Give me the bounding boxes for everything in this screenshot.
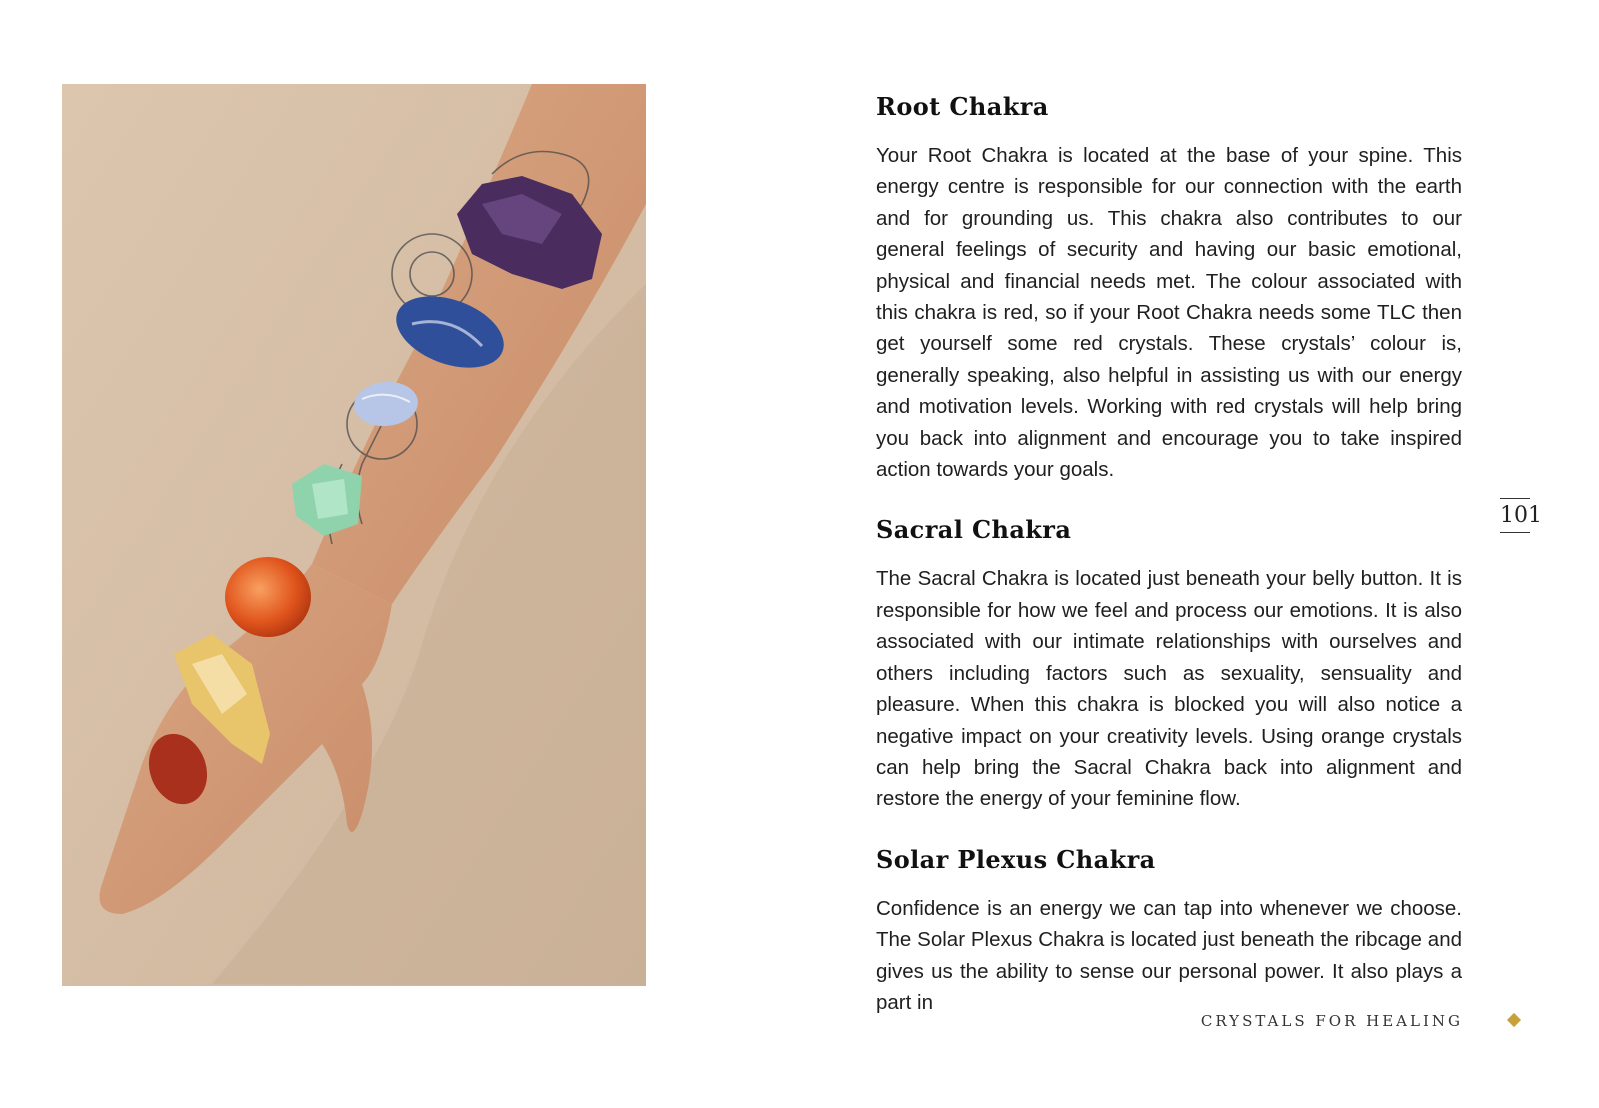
section-heading: Solar Plexus Chakra — [876, 844, 1156, 874]
section-heading: Sacral Chakra — [876, 515, 1072, 545]
section-body: Your Root Chakra is located at the base of your spine. This energy centre is responsible for our connection with the earth and for grounding us. This chakra also contributes to our general feelings of security and having our basic emotional, physical and financial needs met. The colour associated with this chakra is red, so if your Root Chakra needs some TLC then get yourself some red crystals. These crystals’ colour is, generally speaking, also helpful in assisting us with our energy and motivation levels. Working with red crystals will help bring you back into alignment and encourage you to take inspired action towards your goals. — [876, 144, 1462, 482]
diamond-icon — [1507, 1013, 1521, 1027]
photo-illustration — [62, 84, 646, 986]
section-body: Confidence is an energy we can tap into whenever we choose. The Solar Plexus Chakra is located just beneath the ribcage and gives us the ability to sense our personal power. It also plays a part in — [876, 896, 1462, 1014]
section-body: The Sacral Chakra is located just beneath your belly button. It is responsible for how we feel and process our emotions. It is also associated with our intimate relationships with ourselves and others including factors such as sexuality, sensuality and pleasure. When this chakra is blocked you will also notice a negative impact on your creativity levels. Using orange crystals can help bring the Sacral Chakra back into alignment and restore the energy of your feminine flow. — [876, 567, 1462, 811]
section-heading: Root Chakra — [876, 92, 1049, 121]
solar-plexus-chakra-section — [876, 844, 1462, 1014]
sacral-chakra-section — [876, 515, 1462, 814]
root-chakra-section — [876, 92, 1462, 485]
chakra-crystals-photo — [62, 84, 646, 986]
page-number: 101 — [1500, 498, 1530, 533]
text-column — [876, 92, 1462, 1014]
footer-book-title: CRYSTALS FOR HEALING — [1200, 1012, 1463, 1030]
